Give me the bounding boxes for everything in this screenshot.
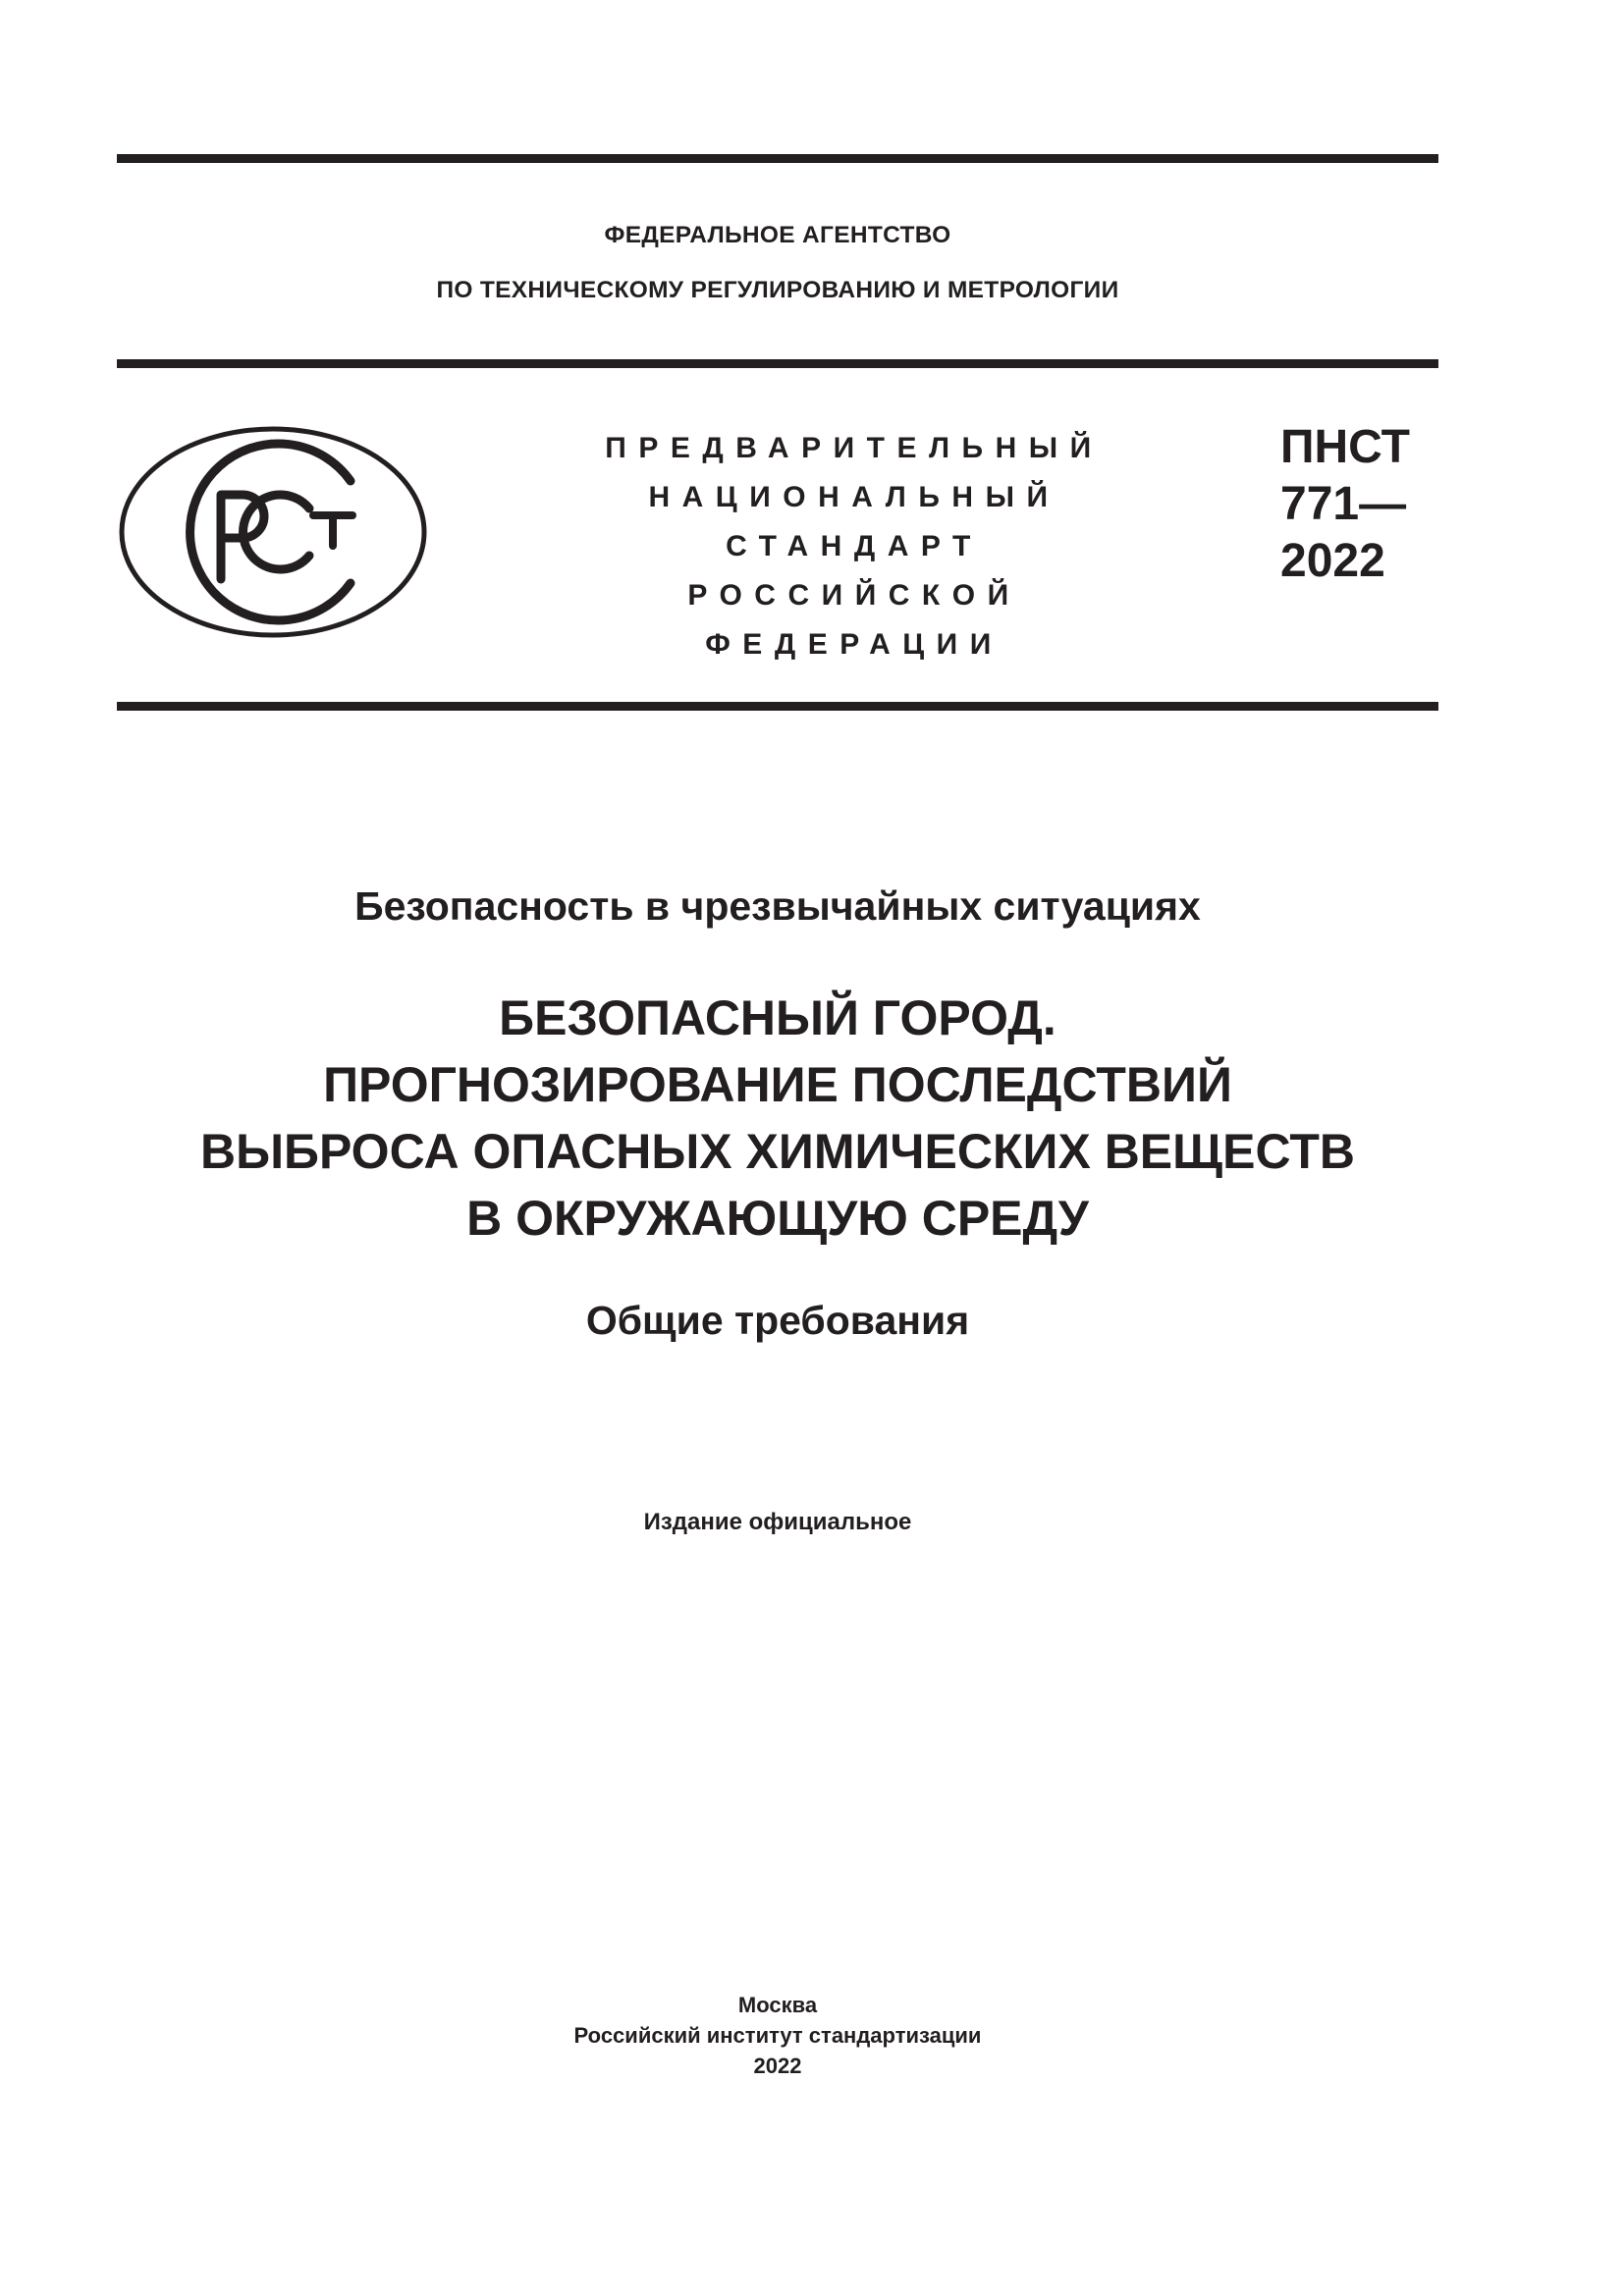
subject-heading: Безопасность в чрезвычайных ситуациях <box>354 883 1201 929</box>
standard-number-value: 771— <box>1280 478 1407 530</box>
edition-note: Издание официальное <box>643 1509 912 1535</box>
publisher-institute: Российский институт стандартизации <box>573 2023 982 2048</box>
agency-name-line-1: ФЕДЕРАЛЬНОЕ АГЕНТСТВО <box>604 222 951 248</box>
publisher-city: Москва <box>737 1993 818 2017</box>
top-rule <box>117 154 1438 163</box>
standard-type-line-4: РОССИЙСКОЙ <box>687 579 1021 612</box>
agency-name-line-2: ПО ТЕХНИЧЕСКОМУ РЕГУЛИРОВАНИЮ И МЕТРОЛОГИИ <box>436 277 1119 303</box>
gost-r-logo-icon <box>117 424 429 640</box>
document-title <box>117 985 1438 1252</box>
publisher-block <box>117 1990 1438 2081</box>
header-bottom-rule <box>117 702 1438 711</box>
standard-type-line-3: СТАНДАРТ <box>726 530 983 562</box>
title-line-2: ПРОГНОЗИРОВАНИЕ ПОСЛЕДСТВИЙ <box>323 1057 1232 1112</box>
publisher-year: 2022 <box>753 2054 802 2078</box>
standard-type-line-5: ФЕДЕРАЦИИ <box>705 628 1003 661</box>
standard-type-line-1: ПРЕДВАРИТЕЛЬНЫЙ <box>605 432 1104 464</box>
standard-type <box>569 424 1139 669</box>
document-subtitle: Общие требования <box>585 1298 970 1343</box>
standard-number <box>1280 419 1410 590</box>
standard-prefix: ПНСТ <box>1280 421 1410 473</box>
title-line-4: В ОКРУЖАЮЩУЮ СРЕДУ <box>466 1191 1089 1246</box>
standard-year: 2022 <box>1280 535 1385 587</box>
title-line-1: БЕЗОПАСНЫЙ ГОРОД. <box>499 990 1056 1045</box>
header-rule <box>117 359 1438 368</box>
title-line-3: ВЫБРОСА ОПАСНЫХ ХИМИЧЕСКИХ ВЕЩЕСТВ <box>200 1124 1355 1179</box>
standard-type-line-2: НАЦИОНАЛЬНЫЙ <box>648 481 1060 513</box>
